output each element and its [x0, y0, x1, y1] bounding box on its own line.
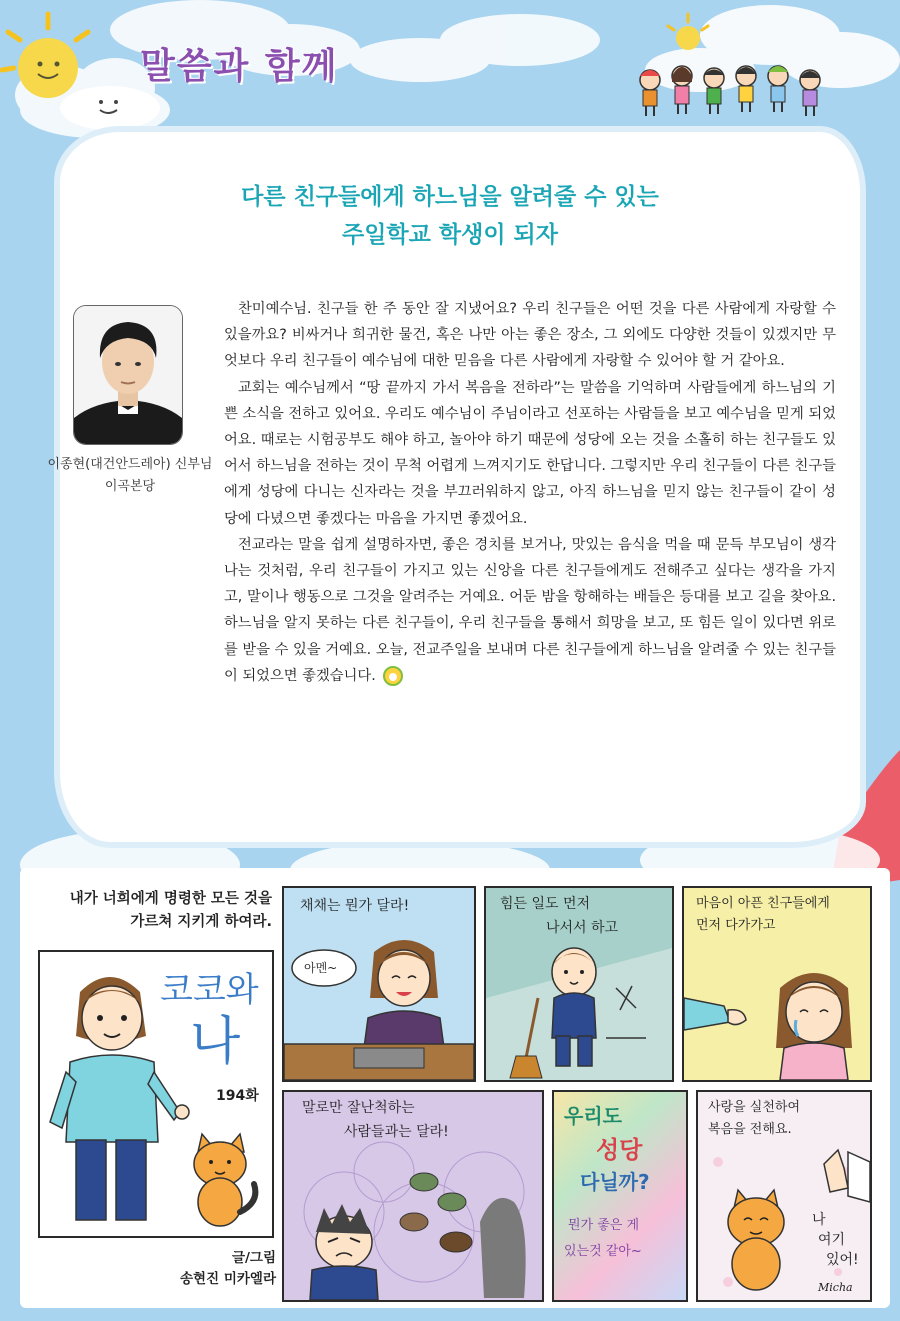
comic-panel-5: [552, 1090, 688, 1302]
panel-5-line1: 우리도: [564, 1104, 622, 1128]
page-header: [0, 0, 900, 140]
article-title-line2: 주일학교 학생이 되자: [342, 222, 558, 248]
comic-panel-6: [696, 1090, 872, 1302]
panel-5-line3: 다닐까?: [580, 1170, 650, 1194]
article-body: [224, 296, 836, 689]
author-parish: 이곡본당: [104, 479, 156, 494]
comic-cover-panel: [38, 950, 274, 1238]
article-title: [160, 178, 740, 254]
panel-4-caption-line1: 말로만 잘난척하는: [302, 1100, 415, 1116]
panel-6-caption-line2: 복음을 전해요.: [708, 1122, 792, 1137]
smiley-cloud-icon: [60, 86, 160, 130]
panel-2-caption-line2: 나서서 하고: [546, 920, 619, 936]
comic-panel-3: [682, 886, 872, 1082]
panel-6-bubble-line2: 여기: [818, 1232, 846, 1248]
comic-panel-2: [484, 886, 674, 1082]
comic-panel-4: [282, 1090, 544, 1302]
girl-praying-illustration: [284, 888, 474, 1080]
panel-1-bubble: 아멘~: [304, 961, 338, 975]
article-paragraph: 찬미예수님. 친구들 한 주 동안 잘 지냈어요? 우리 친구들은 어떤 것을 다른 사람에게 자랑할 수 있을까요? 비싸거나 희귀한 물건, 혹은 나만 아는 좋은 장소, 그 외에도 다양한 것들이 있겠지만 무엇보다 우리 친구들이 예수님에 대한 믿음을 다른 사람에게 자랑할 수 있어야 할 거 같아요.: [224, 301, 836, 370]
comic-credit: [96, 1248, 276, 1290]
panel-4-caption-line2: 사람들과는 달라!: [344, 1124, 449, 1140]
author-photo: [74, 306, 182, 444]
comic-panel-1: [282, 886, 476, 1082]
series-title-b: 나: [190, 1012, 241, 1072]
panel-2-caption-line1: 힘든 일도 먼저: [500, 896, 591, 912]
article-paragraph: 교회는 예수님께서 “땅 끝까지 가서 복음을 전하라”는 말씀을 기억하며 사람들에게 하느님의 기쁜 소식을 전하고 있어요. 우리도 예수님이 주님이라고 선포하는 사람들을 보고 예수님을 믿게 되었어요. 때로는 시험공부도 해야 하고, 놀아야 하기 때문에 성당에 오는 것을 소홀히 하는 친구들도 있어서 하느님을 전하는 것이 무척 어렵게 느껴지기도 한답니다. 그렇지만 우리 친구들이 다른 친구들에게 성당에 다니는 신자라는 것을 부끄러워하지 않고, 아직 하느님을 믿지 않는 친구들이 같이 성당에 다녔으면 좋겠다는 마음을 가지면 좋겠어요.: [224, 379, 836, 527]
girl-sweeping-illustration: [486, 888, 672, 1080]
cat-icon: [194, 1134, 255, 1226]
credit-line1: 글/그림: [231, 1250, 276, 1266]
credit-line2: 송현진 미카엘라: [180, 1271, 276, 1287]
author-name: 이종현(대건안드레아) 신부님: [47, 457, 213, 472]
series-title-a: 코코와: [160, 970, 259, 1010]
author-caption: [30, 454, 230, 498]
panel-6-caption-line1: 사랑을 실천하여: [708, 1100, 801, 1115]
panel-5-line5: 있는것 같아~: [564, 1244, 642, 1259]
bible-verse: [40, 888, 272, 934]
section-title: 말씀과 함께: [140, 46, 339, 87]
panel-5-line2: 성당: [596, 1136, 643, 1164]
article-paragraph: 전교라는 말을 쉽게 설명하자면, 좋은 경치를 보거나, 맛있는 음식을 먹을 때 문득 부모님이 생각나는 것처럼, 우리 친구들이 가지고 있는 신앙을 다른 친구들에게도 전해주고 싶다는 생각을 가지고, 말이나 행동으로 그것을 알려주는 거예요. 어둔 밤을 항해하는 배들은 등대를 보고 길을 찾아요. 하느님을 알지 못하는 다른 친구들이, 우리 친구들을 통해서 희망을 보고, 또 힘든 일이 있다면 위로를 받을 수 있을 거예요. 오늘, 전교주일을 보내며 다른 친구들에게 하느님을 알려줄 수 있는 친구들이 되었으면 좋겠습니다.: [224, 536, 836, 684]
panel-1-caption: 채채는 뭔가 달라!: [300, 898, 410, 914]
panel-6-bubble-line1: 나: [812, 1212, 826, 1228]
panel-3-caption-line1: 마음이 아픈 친구들에게: [696, 896, 830, 911]
end-mark-icon: [380, 666, 406, 686]
panel-3-caption-line2: 먼저 다가가고: [696, 918, 776, 933]
panel-6-bubble-line3: 있어!: [826, 1252, 859, 1268]
artist-signature: Micha: [818, 1281, 853, 1294]
panel-5-line4: 뭔가 좋은 게: [568, 1218, 640, 1233]
bible-verse-line1: 내가 너희에게 명령한 모든 것을: [69, 891, 272, 907]
bible-verse-line2: 가르쳐 지키게 하여라.: [130, 914, 272, 930]
episode-number: 194화: [216, 1088, 259, 1104]
article-title-line1: 다른 친구들에게 하느님을 알려줄 수 있는: [241, 184, 659, 210]
